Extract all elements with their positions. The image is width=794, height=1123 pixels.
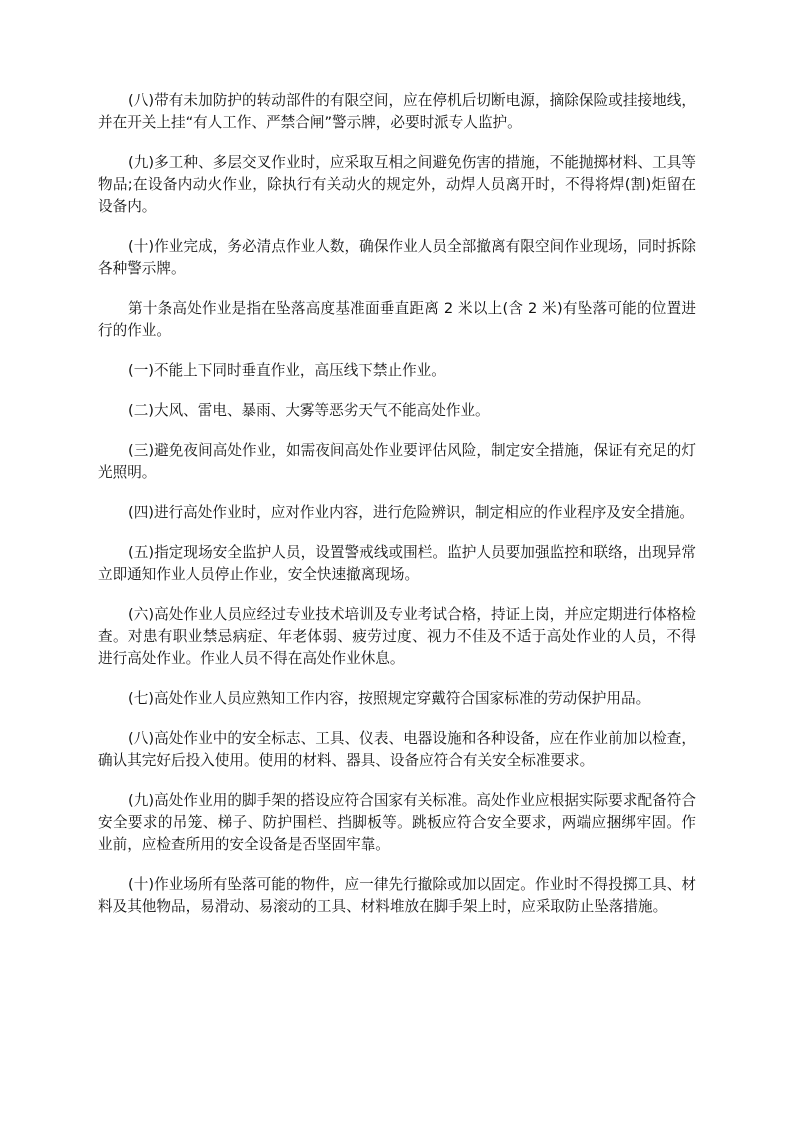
- paragraph-item-10-completion: (十)作业完成，务必清点作业人数，确保作业人员全部撤离有限空间作业现场，同时拆除各种警示牌。: [98, 238, 696, 277]
- paragraph-height-item-4: (四)进行高处作业时，应对作业内容，进行危险辨识，制定相应的作业程序及安全措施。: [128, 504, 694, 521]
- paragraph-height-item-1: (一)不能上下同时垂直作业，高压线下禁止作业。: [128, 362, 446, 379]
- paragraph-height-item-2: (二)大风、雷电、暴雨、大雾等恶劣天气不能高处作业。: [128, 402, 490, 419]
- paragraph-item-8-rotating-parts: (八)带有未加防护的转动部件的有限空间，应在停机后切断电源，摘除保险或挂接地线，并在开关上挂“有人工作、严禁合闸”警示牌，必要时派专人监护。: [98, 92, 696, 131]
- paragraph-height-item-9: (九)高处作业用的脚手架的搭设应符合国家有关标准。高处作业应根据实际要求配备符合安全要求的吊笼、梯子、防护围栏、挡脚板等。跳板应符合安全要求，两端应捆绑牢固。作业前，应检查所用的安全设备是否坚固牢靠。: [98, 792, 696, 853]
- paragraph-height-item-7: (七)高处作业人员应熟知工作内容，按照规定穿戴符合国家标准的劳动保护用品。: [128, 690, 651, 707]
- paragraph-height-item-10: (十)作业场所有坠落可能的物件，应一律先行撤除或加以固定。作业时不得投掷工具、材料及其他物品，易滑动、易滚动的工具、材料堆放在脚手架上时，应采取防止坠落措施。: [98, 876, 696, 915]
- paragraph-article-10-heading: 第十条高处作业是指在坠落高度基准面垂直距离 2 米以上(含 2 米)有坠落可能的位置进行的作业。: [98, 300, 696, 339]
- paragraph-height-item-5: (五)指定现场安全监护人员，设置警戒线或围栏。监护人员要加强监控和联络，出现异常立即通知作业人员停止作业，安全快速撤离现场。: [98, 544, 696, 583]
- paragraph-height-item-3: (三)避免夜间高处作业，如需夜间高处作业要评估风险，制定安全措施，保证有充足的灯光照明。: [98, 442, 696, 481]
- paragraph-height-item-8: (八)高处作业中的安全标志、工具、仪表、电器设施和各种设备，应在作业前加以检查，确认其完好后投入使用。使用的材料、器具、设备应符合有关安全标准要求。: [98, 730, 696, 769]
- paragraph-height-item-6: (六)高处作业人员应经过专业技术培训及专业考试合格，持证上岗，并应定期进行体格检查。对患有职业禁忌病症、年老体弱、疲劳过度、视力不佳及不适于高处作业的人员，不得进行高处作业。作业人员不得在高处作业休息。: [98, 606, 696, 667]
- paragraph-item-9-cross-operation: (九)多工种、多层交叉作业时，应采取互相之间避免伤害的措施，不能抛掷材料、工具等物品;在设备内动火作业，除执行有关动火的规定外，动焊人员离开时，不得将焊(割)炬留在设备内。: [98, 154, 696, 215]
- document-body: [98, 90, 696, 936]
